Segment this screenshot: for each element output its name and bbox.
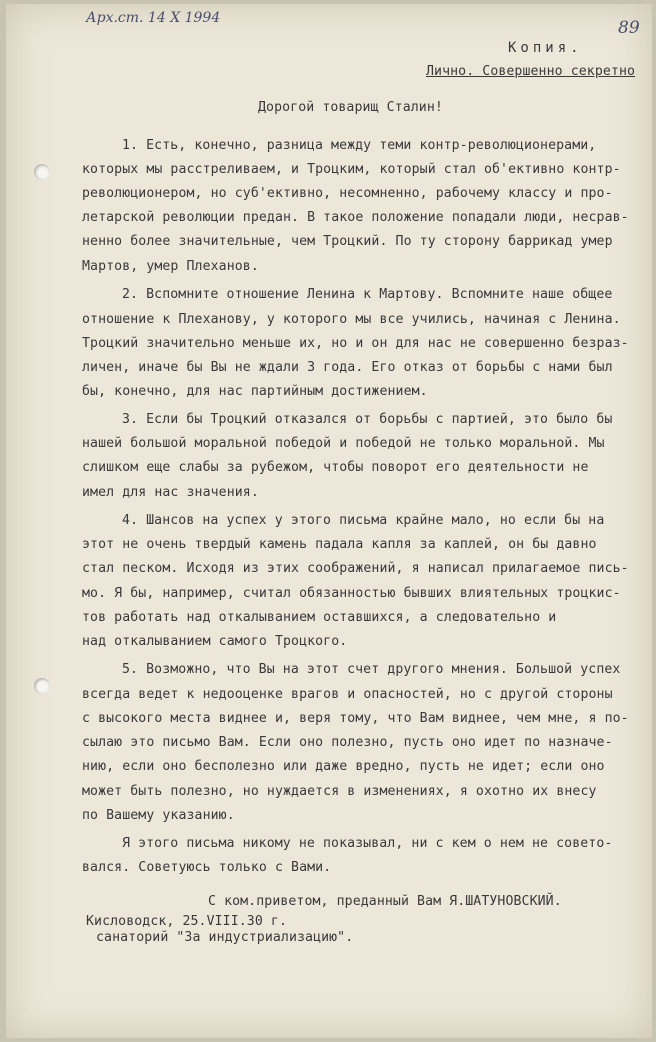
body-line: личен, иначе бы Вы не ждали 3 года. Его отказ от борьбы с нами был: [82, 360, 613, 375]
body-line: 5. Возможно, что Вы на этот счет другого мнения. Большой успех: [122, 662, 621, 677]
body-line: нию, если оно бесполезно или даже вредно, пусть не идет; если оно: [82, 759, 605, 774]
classification: Лично. Совершенно секретно: [426, 64, 636, 79]
body-line: этот не очень твердый камень падала капля за каплей, он бы давно: [82, 537, 597, 552]
copy-label: Копия.: [508, 40, 583, 56]
body-line: революционером, но суб'ективно, несомненно, рабочему классу и про-: [82, 186, 613, 201]
body-line: отношение к Плеханову, у которого мы все учились, начиная с Ленина.: [82, 312, 621, 327]
body-line: может быть полезно, но нуждается в изменениях, я охотно их внесу: [82, 784, 597, 799]
body-line: мо. Я бы, например, считал обязанностью бывших влиятельных троцкис-: [82, 586, 621, 601]
salutation: Дорогой товарищ Сталин!: [258, 100, 443, 115]
body-line: Троцкий значительно меньше их, но и он для нас не совершенно безраз-: [82, 336, 629, 351]
body-line: 1. Есть, конечно, разница между теми контр-революционерами,: [122, 138, 597, 153]
body-line: сылаю это письмо Вам. Если оно полезно, пусть оно идет по назначе-: [82, 735, 613, 750]
place-date: Кисловодск, 25.VIII.30 г.: [86, 914, 287, 929]
body-line: вался. Советуюсь только с Вами.: [82, 860, 332, 875]
document-page: [6, 4, 652, 1038]
body-line: 3. Если бы Троцкий отказался от борьбы с партией, это было бы: [122, 412, 613, 427]
body-line: стал песком. Исходя из этих соображений, я написал прилагаемое пись-: [82, 561, 629, 576]
body-line: 4. Шансов на успех у этого письма крайне мало, но если бы на: [122, 513, 605, 528]
body-line: по Вашему указанию.: [82, 808, 235, 823]
closing-signature: С ком.приветом, преданный Вам Я.ШАТУНОВСКИЙ.: [208, 894, 562, 909]
body-line: с высокого места виднее и, веря тому, что Вам виднее, чем мне, я по-: [82, 711, 629, 726]
body-line: нашей большой моральной победой и победой не только моральной. Мы: [82, 436, 605, 451]
page-number: 89: [618, 18, 640, 38]
body-line: имел для нас значения.: [82, 485, 259, 500]
body-line: Я этого письма никому не показывал, ни с кем о нем не совето-: [122, 836, 613, 851]
body-line: бы, конечно, для нас партийным достижением.: [82, 384, 428, 399]
sanatorium: санаторий "За индустриализацию".: [96, 930, 354, 945]
punch-hole: [34, 164, 50, 180]
body-line: тов работать над откалыванием оставшихся, а следовательно и: [82, 610, 557, 625]
body-line: слишком еще слабы за рубежом, чтобы поворот его деятельности не: [82, 460, 589, 475]
body-line: всегда ведет к недооценке врагов и опасностей, но с другой стороны: [82, 687, 613, 702]
body-line: которых мы расстреливаем, и Троцким, который стал об'ективно контр-: [82, 162, 621, 177]
archive-mark: Арх.ст. 14 X 1994: [86, 10, 221, 26]
body-line: над откалыванием самого Троцкого.: [82, 634, 348, 649]
body-line: ненно более значительные, чем Троцкий. По ту сторону баррикад умер: [82, 234, 613, 249]
body-line: Мартов, умер Плеханов.: [82, 259, 259, 274]
body-line: летарской революции предан. В такое положение попадали люди, несрав-: [82, 210, 629, 225]
body-line: 2. Вспомните отношение Ленина к Мартову. Вспомните наше общее: [122, 287, 613, 302]
punch-hole: [34, 678, 50, 694]
